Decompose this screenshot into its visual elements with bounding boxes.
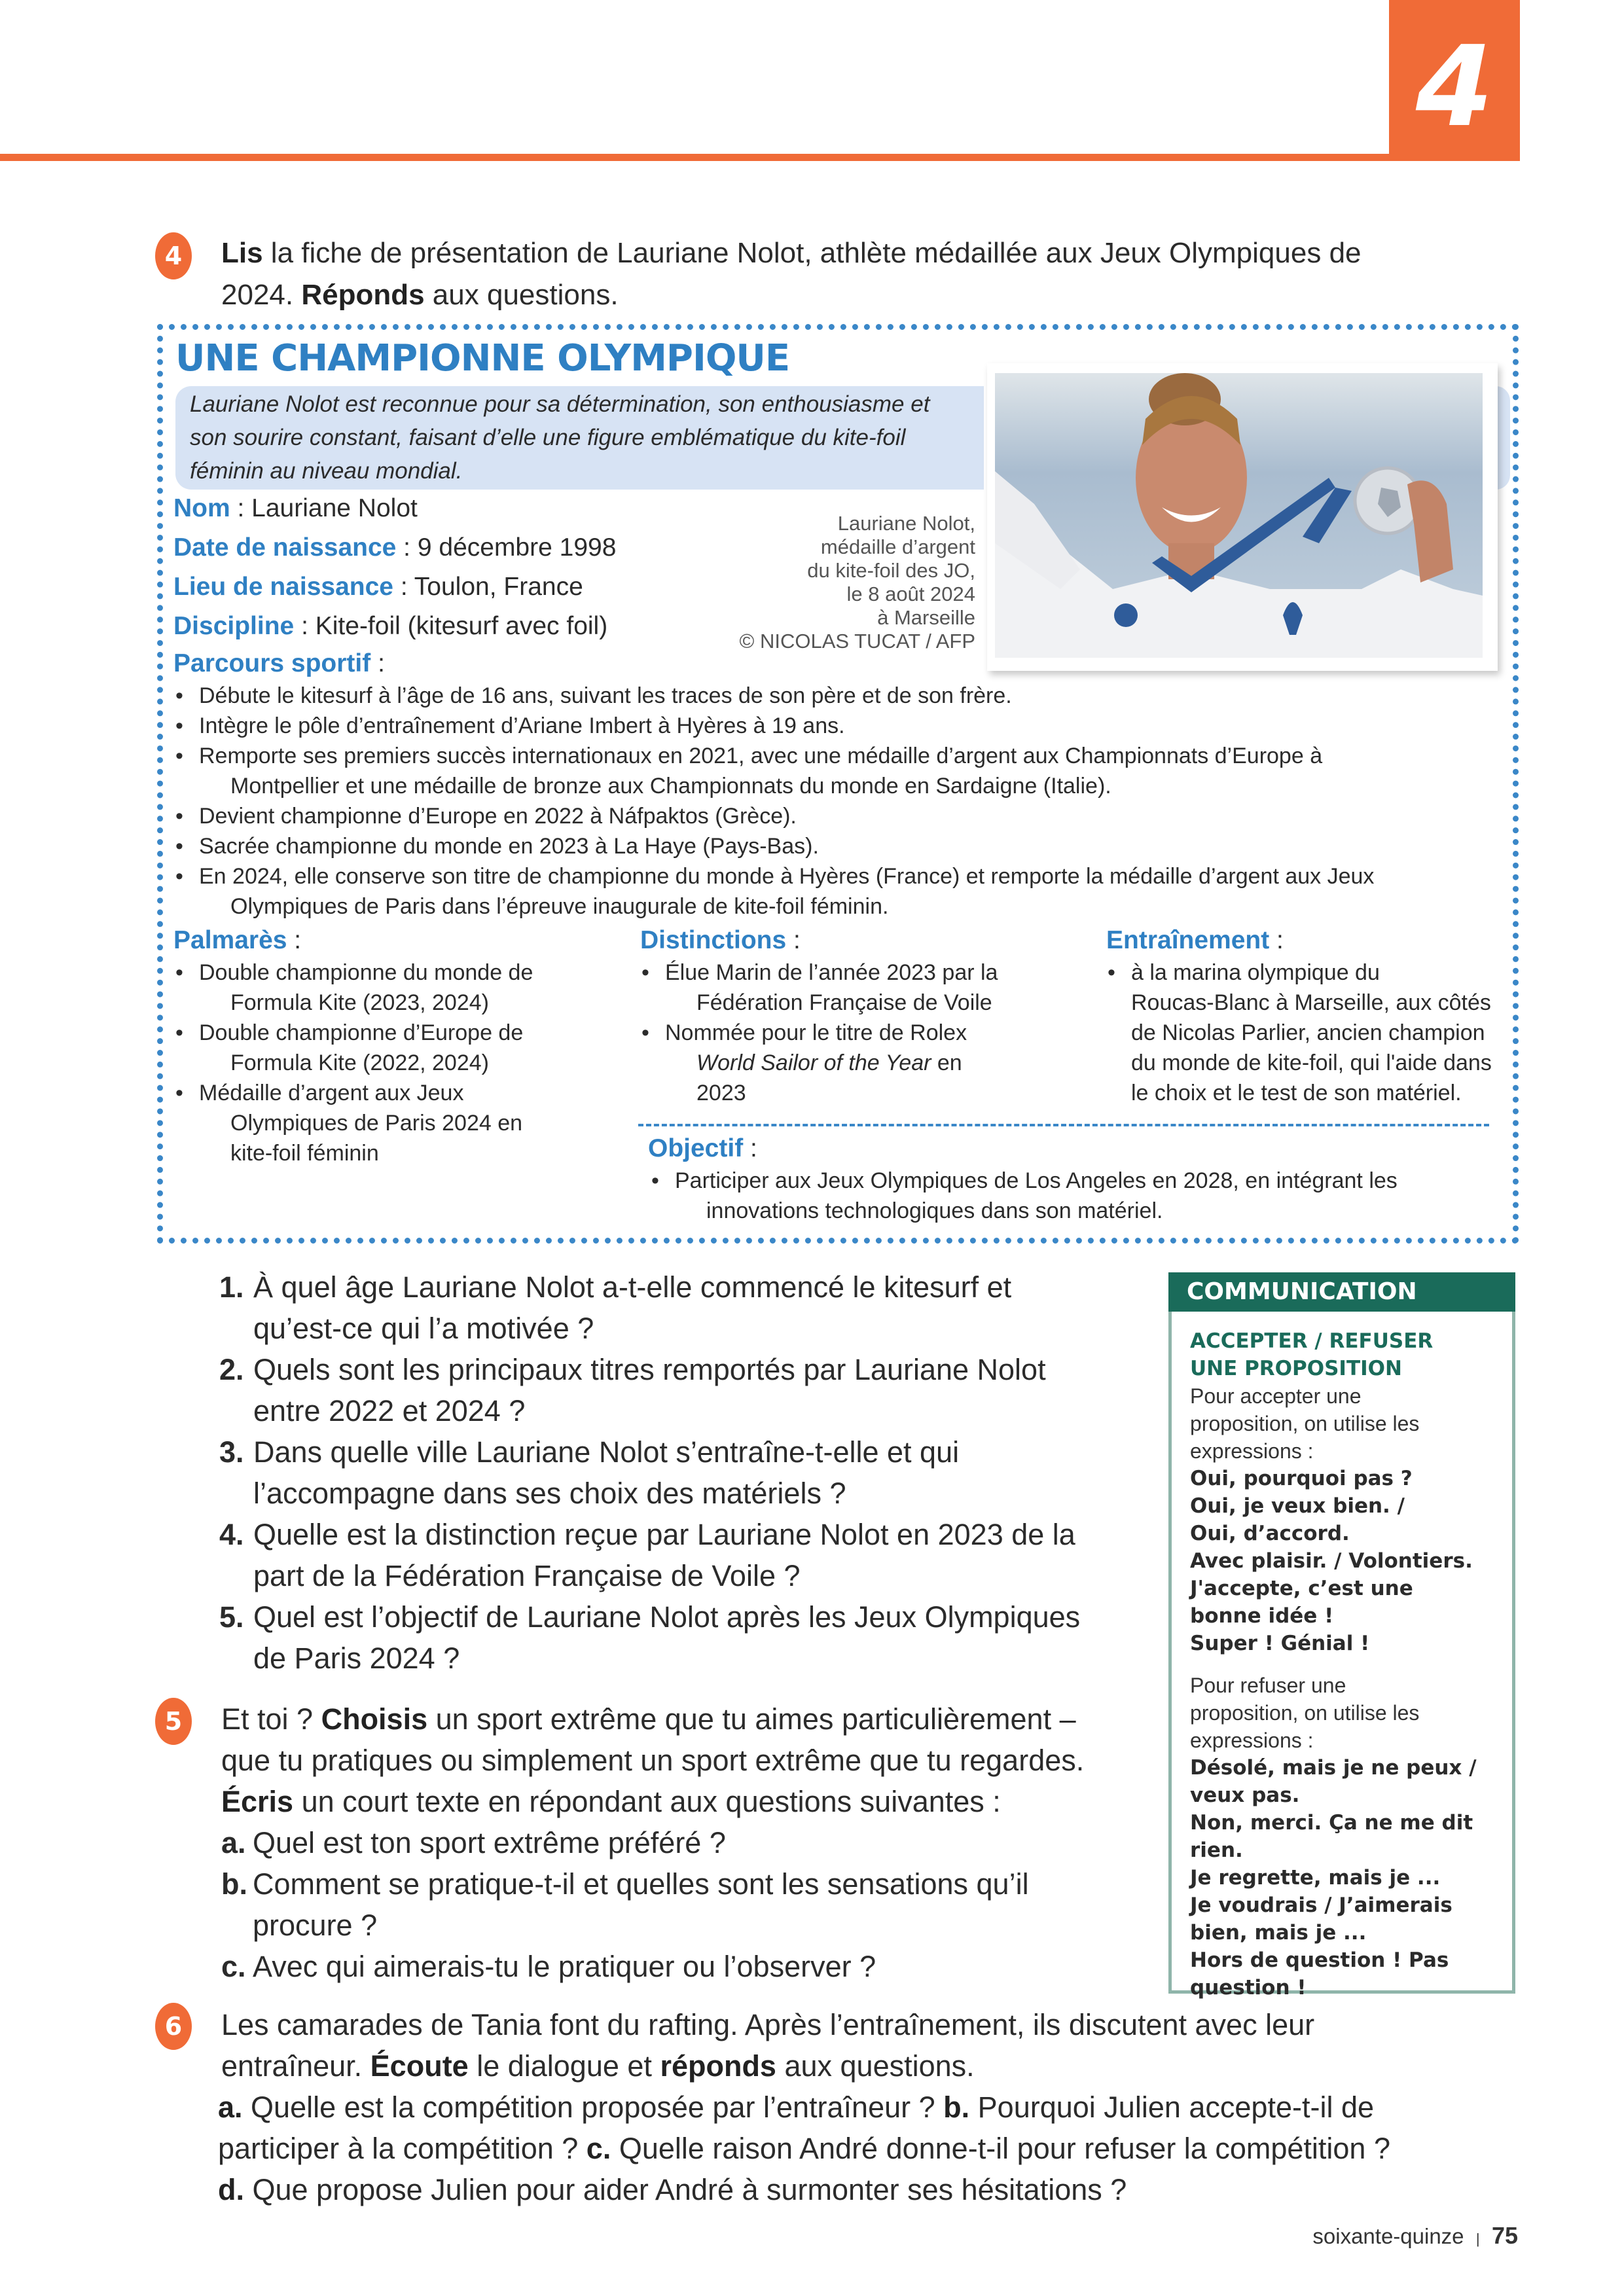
refuse-expression: bien, mais je ... (1190, 1921, 1367, 1945)
accept-expression: Super ! Génial ! (1190, 1632, 1370, 1655)
caption-line: le 8 août 2024 (846, 583, 975, 605)
question-text: Quel est ton sport extrême préféré ? (253, 1826, 726, 1859)
accept-intro: expressions : (1190, 1439, 1314, 1463)
refuse-intro: proposition, on utilise les (1190, 1701, 1420, 1725)
refuse-expression: Je voudrais / J’aimerais (1190, 1893, 1453, 1917)
accept-expression: Oui, pourquoi pas ? (1190, 1467, 1413, 1490)
question-number: 2. (219, 1353, 244, 1386)
refuse-intro: Pour refuser une (1190, 1674, 1346, 1697)
list-item (175, 861, 1452, 922)
colon: : (1269, 926, 1284, 954)
list-item-text: Fédération Française de Voile (696, 990, 992, 1015)
question-item (221, 1822, 1151, 1863)
list-item-text: Médaille d’argent aux Jeux (199, 1081, 464, 1105)
page-footer (1312, 2222, 1518, 2250)
refuse-expression: question ! (1190, 1976, 1307, 2000)
list-item-text: Olympiques de Paris 2024 en (230, 1111, 523, 1136)
list-item-text: Intègre le pôle d’entraînement d’Ariane Imbert à Hyères à 19 ans. (199, 713, 845, 738)
list-item-text: Remporte ses premiers succès internationaux en 2021, avec une médaille d’argent aux Championnats d’Europe à (199, 744, 1323, 768)
caption-line: médaille d’argent (820, 535, 975, 558)
list-item-text: Formula Kite (2023, 2024) (230, 990, 489, 1015)
exercise-5-badge: 5 (155, 1698, 192, 1745)
field-label: Discipline (173, 612, 295, 640)
instruction-text: aux questions. (776, 2049, 975, 2083)
accept-expression: J'accepte, c’est une (1190, 1577, 1413, 1600)
question-letter: d. (218, 2173, 244, 2206)
colon: : (743, 1134, 757, 1162)
question-letter: c. (586, 2132, 611, 2165)
photo-caption (700, 512, 975, 653)
fiche-intro: Lauriane Nolot est reconnue pour sa détermination, son enthousiasme et son sourire constant, faisant d’elle une figure emblématique du kite-foil féminin au niveau mondial. (190, 391, 930, 484)
question-item (219, 1431, 1136, 1514)
list-item-text: le choix et le test de son matériel. (1131, 1081, 1462, 1105)
question-text: Pourquoi Julien accepte-t-il de (969, 2090, 1375, 2124)
communication-header: COMMUNICATION (1168, 1272, 1515, 1312)
list-item-text: Double championne du monde de (199, 960, 533, 985)
spacer (1190, 1657, 1504, 1672)
exercise-6-questions (218, 2087, 1521, 2210)
question-text: À quel âge Lauriane Nolot a-t-elle commencé le kitesurf et (253, 1270, 1012, 1304)
section-label: Parcours sportif (173, 649, 371, 677)
refuse-expression: Désolé, mais je ne peux / (1190, 1756, 1477, 1780)
question-text: Quelle est la compétition proposée par l’entraîneur ? (242, 2090, 944, 2124)
parcours-list (175, 681, 1452, 922)
distinctions-heading (640, 926, 801, 955)
caption-line: Lauriane Nolot, (837, 512, 975, 535)
refuse-intro: expressions : (1190, 1729, 1314, 1752)
question-text: de Paris 2024 ? (253, 1641, 460, 1675)
accept-expression: Oui, je veux bien. / (1190, 1494, 1405, 1518)
list-item (175, 681, 1452, 711)
question-text: procure ? (253, 1909, 378, 1942)
entrainement-list (1108, 958, 1513, 1108)
list-item-text: Nommée pour le titre de Rolex (665, 1020, 967, 1045)
section-label: Distinctions (640, 926, 787, 954)
section-label: Entraînement (1106, 926, 1270, 954)
question-text: Avec qui aimerais-tu le pratiquer ou l’observer ? (253, 1950, 876, 1983)
exercise-5-instruction (221, 1698, 1151, 1987)
caption-line: à Marseille (877, 606, 975, 629)
colon: : (287, 926, 302, 954)
list-item-text: à la marina olympique du (1131, 960, 1380, 985)
intro-background-right (1496, 386, 1510, 490)
photo-credit: © NICOLAS TUCAT / AFP (739, 630, 975, 653)
list-item-text: de Nicolas Parlier, ancien champion (1131, 1020, 1485, 1045)
athlete-photo-illustration (995, 373, 1483, 658)
question-item (219, 1349, 1136, 1431)
header-rule (0, 154, 1520, 161)
list-item (175, 1078, 634, 1168)
list-item (651, 1166, 1502, 1226)
field-value: : Kite-foil (kitesurf avec foil) (294, 612, 608, 640)
question-text: Comment se pratique-t-il et quelles sont les sensations qu’il (253, 1867, 1029, 1901)
instruction-text: le dialogue et (468, 2049, 660, 2083)
caption-line: du kite-foil des JO, (807, 559, 975, 582)
list-item (175, 711, 1452, 741)
list-item (175, 958, 634, 1018)
list-item-text: Double championne d’Europe de (199, 1020, 524, 1045)
question-number: 5. (219, 1600, 244, 1634)
list-item-text: Élue Marin de l’année 2023 par la (665, 960, 998, 985)
field-date-naissance (173, 531, 616, 564)
instruction-text: que tu pratiques ou simplement un sport extrême que tu regardes. (221, 1744, 1085, 1777)
list-item-text: kite-foil féminin (230, 1141, 379, 1166)
question-text: l’accompagne dans ses choix des matériels ? (253, 1477, 846, 1510)
question-text: Quel est l’objectif de Lauriane Nolot après les Jeux Olympiques (253, 1600, 1081, 1634)
field-label: Lieu de naissance (173, 573, 393, 601)
objectif-heading (648, 1134, 757, 1163)
list-item-text: Devient championne d’Europe en 2022 à Náfpaktos (Grèce). (199, 804, 797, 829)
list-item-text: Participer aux Jeux Olympiques de Los Angeles en 2028, en intégrant les (675, 1168, 1398, 1193)
verb-ecoute: Écoute (370, 2049, 469, 2083)
question-item (219, 1596, 1136, 1679)
question-item (219, 1514, 1136, 1596)
exercise-6-instruction (221, 2004, 1517, 2087)
list-item-text: En 2024, elle conserve son titre de championne du monde à Hyères (France) et remporte la médaille d’argent aux Jeux (199, 864, 1375, 889)
verb-lis: Lis (221, 237, 263, 269)
accept-expression: Oui, d’accord. (1190, 1522, 1350, 1545)
entrainement-heading (1106, 926, 1284, 955)
exercise-4-badge: 4 (155, 232, 192, 279)
verb-reponds: Réponds (301, 279, 425, 311)
footer-separator: | (1475, 2231, 1480, 2247)
colon: : (786, 926, 801, 954)
exercise-6-badge: 6 (155, 2003, 192, 2050)
section-label: Palmarès (173, 926, 287, 954)
list-item-text: Roucas-Blanc à Marseille, aux côtés (1131, 990, 1491, 1015)
list-item-text: Olympiques de Paris dans l’épreuve inaugurale de kite-foil féminin. (230, 894, 889, 919)
list-item (1108, 958, 1513, 1108)
chapter-number: 4 (1415, 22, 1494, 152)
fiche-title: UNE CHAMPIONNE OLYMPIQUE (175, 337, 790, 380)
question-number: 4. (219, 1518, 244, 1551)
section-label: Objectif (648, 1134, 744, 1162)
list-item (641, 958, 1100, 1018)
question-number: 3. (219, 1435, 244, 1469)
chapter-tab (1389, 0, 1520, 161)
verb-reponds: réponds (660, 2049, 776, 2083)
communication-subtitle: UNE PROPOSITION (1190, 1357, 1402, 1380)
distinctions-list (641, 958, 1100, 1108)
question-letter: a. (221, 1826, 246, 1859)
question-letter: b. (943, 2090, 970, 2124)
list-item-text: Débute le kitesurf à l’âge de 16 ans, suivant les traces de son père et de son frère. (199, 683, 1012, 708)
colon: : (370, 649, 385, 677)
question-text: Que propose Julien pour aider André à surmonter ses hésitations ? (244, 2173, 1127, 2206)
communication-subtitle: ACCEPTER / REFUSER (1190, 1329, 1434, 1353)
question-item (221, 1863, 1151, 1946)
list-item (641, 1018, 1100, 1108)
award-title: World Sailor of the Year (696, 1050, 931, 1075)
field-value: : Toulon, France (393, 573, 583, 601)
list-item (175, 831, 1452, 861)
palmares-list (175, 958, 634, 1168)
field-value: : 9 décembre 1998 (396, 533, 617, 562)
refuse-expression: Je regrette, mais je ... (1190, 1866, 1441, 1890)
accept-expression: bonne idée ! (1190, 1604, 1334, 1628)
question-number: 1. (219, 1270, 244, 1304)
list-item-text: Montpellier et une médaille de bronze aux Championnats du monde en Sardaigne (Italie). (230, 774, 1111, 798)
parcours-heading (173, 649, 385, 678)
list-item-text: Sacrée championne du monde en 2023 à La Haye (Pays-Bas). (199, 834, 819, 859)
section-divider (638, 1124, 1489, 1126)
list-item-text: en (931, 1050, 962, 1075)
question-letter: b. (221, 1867, 247, 1901)
instruction-text: 2024. (221, 279, 302, 311)
instruction-text: la fiche de présentation de Lauriane Nolot, athlète médaillée aux Jeux Olympiques de (262, 237, 1362, 269)
instruction-text: un court texte en répondant aux questions suivantes : (293, 1785, 1001, 1818)
question-text: Quels sont les principaux titres remportés par Lauriane Nolot (253, 1353, 1046, 1386)
instruction-text: entraîneur. (221, 2049, 370, 2083)
verb-ecris: Écris (221, 1785, 294, 1818)
field-nom (173, 492, 418, 525)
list-item-text: 2023 (696, 1081, 746, 1105)
field-label: Nom (173, 494, 230, 522)
question-text: part de la Fédération Française de Voile ? (253, 1559, 801, 1592)
field-lieu-naissance (173, 571, 583, 603)
exercise-4-questions (219, 1266, 1136, 1679)
instruction-text: Et toi ? (221, 1702, 321, 1736)
list-item (175, 1018, 634, 1078)
communication-body (1190, 1327, 1504, 2001)
field-discipline (173, 610, 607, 643)
verb-choisis: Choisis (321, 1702, 428, 1736)
question-text: participer à la compétition ? (218, 2132, 586, 2165)
question-text: entre 2022 et 2024 ? (253, 1394, 526, 1427)
question-item (219, 1266, 1136, 1349)
question-item (221, 1946, 1151, 1987)
accept-expression: Avec plaisir. / Volontiers. (1190, 1549, 1473, 1573)
instruction-text: aux questions. (424, 279, 619, 311)
accept-intro: Pour accepter une (1190, 1384, 1362, 1408)
list-item (175, 741, 1452, 801)
field-label: Date de naissance (173, 533, 397, 562)
question-letter: a. (218, 2090, 243, 2124)
question-text: Quelle est la distinction reçue par Lauriane Nolot en 2023 de la (253, 1518, 1075, 1551)
refuse-expression: Hors de question ! Pas (1190, 1948, 1449, 1972)
exercise-4-instruction (221, 232, 1465, 316)
question-text: qu’est-ce qui l’a motivée ? (253, 1312, 594, 1345)
list-item-text: Formula Kite (2022, 2024) (230, 1050, 489, 1075)
list-item (175, 801, 1452, 831)
page-number: 75 (1491, 2222, 1518, 2249)
field-value: : Lauriane Nolot (230, 494, 418, 522)
refuse-expression: veux pas. (1190, 1784, 1300, 1807)
list-item-text (665, 1048, 1100, 1078)
athlete-photo (995, 373, 1483, 658)
page-number-words: soixante-quinze (1312, 2224, 1464, 2248)
question-text: Dans quelle ville Lauriane Nolot s’entraîne-t-elle et qui (253, 1435, 960, 1469)
palmares-heading (173, 926, 301, 955)
accept-intro: proposition, on utilise les (1190, 1412, 1420, 1435)
list-item-text: du monde de kite-foil, qui l'aide dans (1131, 1050, 1492, 1075)
instruction-text: un sport extrême que tu aimes particulièrement – (427, 1702, 1076, 1736)
refuse-expression: Non, merci. Ça ne me dit rien. (1190, 1811, 1473, 1862)
list-item-text: innovations technologiques dans son matériel. (706, 1198, 1163, 1223)
question-text: Quelle raison André donne-t-il pour refuser la compétition ? (611, 2132, 1390, 2165)
question-letter: c. (221, 1950, 246, 1983)
instruction-text: Les camarades de Tania font du rafting. Après l’entraînement, ils discutent avec leur (221, 2008, 1315, 2041)
objectif-list (651, 1166, 1502, 1226)
